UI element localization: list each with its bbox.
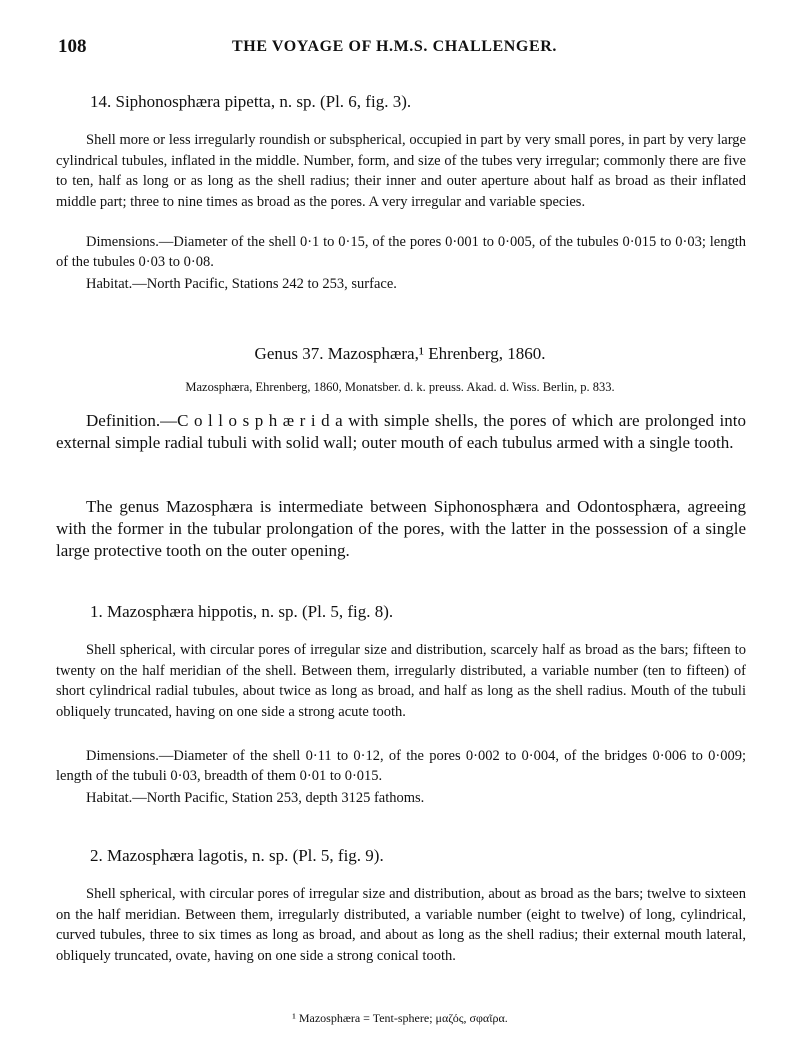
genus-heading: Genus 37. Mazosphæra,¹ Ehrenberg, 1860. [254, 344, 546, 363]
dimensions-hippotis: Dimensions.—Diameter of the shell 0·11 to 0·12, of the pores 0·002 to 0·004, of the bridges 0·006 to 0·009; length of the tubuli 0·03, breadth of them 0·01 to 0·015. [56, 748, 746, 784]
genus-reference: Mazosphæra, Ehrenberg, 1860, Monatsber. d. k. preuss. Akad. d. Wiss. Berlin, p. 833. [185, 380, 615, 394]
footnote: ¹ Mazosphæra = Tent-sphere; μαζός, σφαῖρα. [292, 1011, 508, 1025]
dimensions-pipetta: Dimensions.—Diameter of the shell 0·1 to 0·15, of the pores 0·001 to 0·005, of the tubules 0·015 to 0·03; length of the tubules 0·03 to 0·08. [56, 234, 746, 270]
species-heading-pipetta: 14. Siphonosphæra pipetta, n. sp. (Pl. 6, fig. 3). [90, 92, 412, 111]
habitat-pipetta: Habitat.—North Pacific, Stations 242 to 253, surface. [86, 276, 397, 292]
species-heading-lagotis: 2. Mazosphæra lagotis, n. sp. (Pl. 5, fig. 9). [90, 846, 384, 865]
genus-discussion: The genus Mazosphæra is intermediate between Siphonosphæra and Odontosphæra, agreeing with the former in the tubular prolongation of the pores, with the latter in the possession of a single large protective tooth on the outer opening. [56, 497, 746, 560]
description-lagotis: Shell spherical, with circular pores of irregular size and distribution, about as broad as the bars; twelve to sixteen on the half meridian. Between them, irregularly distributed, a variable number (eight to twelve) of long, cylindrical, curved tubules, three to six times as long as broad, and about as long as the shell radius; their external mouth lateral, obliquely truncated, ovate, having on one side a strong conical tooth. [56, 886, 746, 964]
genus-definition: Definition.—C o l l o s p h æ r i d a with simple shells, the pores of which are prolonged into external simple radial tubuli with solid wall; outer mouth of each tubulus armed with a single tooth. [56, 411, 746, 452]
running-title: THE VOYAGE OF H.M.S. CHALLENGER. [232, 38, 558, 55]
page-number: 108 [58, 36, 87, 57]
description-pipetta: Shell more or less irregularly roundish or subspherical, occupied in part by very small pores, in part by very large cylindrical tubules, inflated in the middle. Number, form, and size of the tubes very irregular; commonly there are five to ten, half as long or as long as the shell radius; their inner and outer aperture about half as broad as their inflated middle part; three to nine times as broad as the pores. A very irregular and variable species. [56, 132, 746, 210]
habitat-hippotis: Habitat.—North Pacific, Station 253, depth 3125 fathoms. [86, 790, 425, 806]
description-hippotis: Shell spherical, with circular pores of irregular size and distribution, scarcely half as broad as the bars; fifteen to twenty on the half meridian of the shell. Between them, irregularly distributed, a variable number (ten to fifteen) of short cylindrical radial tubules, about twice as long as broad, and half as long as the shell radius. Mouth of the tubuli obliquely truncated, having on one side a strong acute tooth. [56, 642, 746, 720]
species-heading-hippotis: 1. Mazosphæra hippotis, n. sp. (Pl. 5, fig. 8). [90, 602, 394, 621]
